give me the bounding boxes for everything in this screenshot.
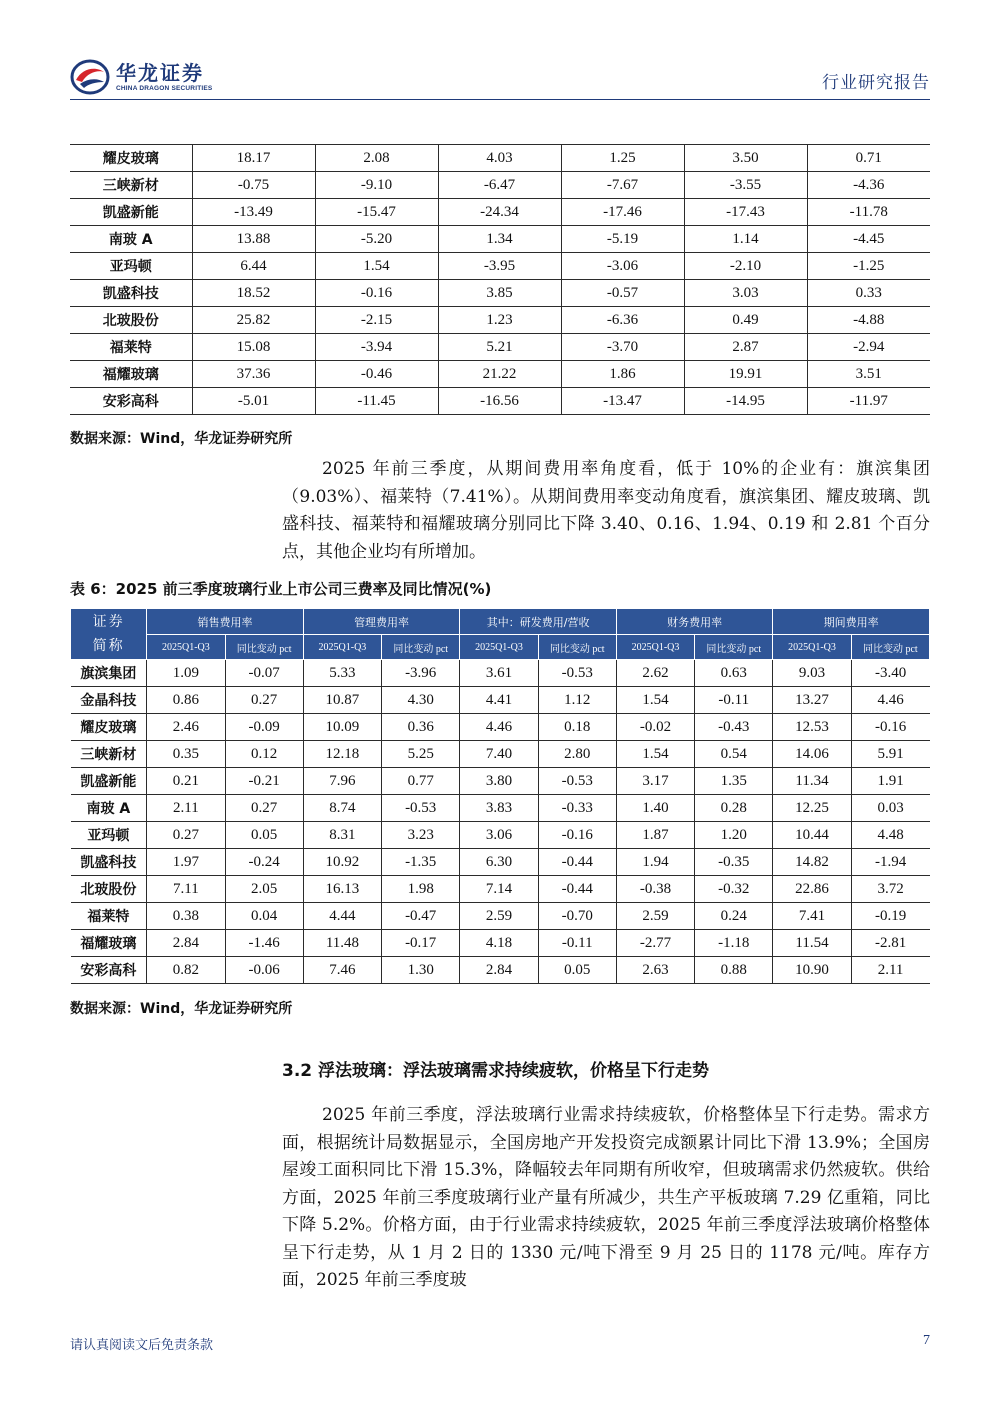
value-cell: 4.48 <box>851 822 929 849</box>
value-cell: 1.86 <box>561 361 684 388</box>
table6 <box>70 608 930 984</box>
value-cell: -1.46 <box>225 930 303 957</box>
value-cell: 2.11 <box>851 957 929 984</box>
value-cell: 14.82 <box>773 849 851 876</box>
value-cell: 0.27 <box>225 687 303 714</box>
value-cell: 5.21 <box>438 334 561 361</box>
value-cell: -16.56 <box>438 388 561 415</box>
table-row <box>70 172 930 199</box>
value-cell: -0.16 <box>315 280 438 307</box>
value-cell: 0.36 <box>382 714 460 741</box>
company-name-cell: 福耀玻璃 <box>70 361 192 388</box>
value-cell: 2.62 <box>616 660 694 687</box>
table-row <box>71 876 930 903</box>
value-cell: 0.27 <box>147 822 225 849</box>
value-cell: 2.08 <box>315 145 438 172</box>
value-cell: 3.23 <box>382 822 460 849</box>
value-cell: -0.33 <box>538 795 616 822</box>
value-cell: -24.34 <box>438 199 561 226</box>
company-name-cell: 南玻 A <box>70 226 192 253</box>
table-row <box>70 145 930 172</box>
table-row <box>71 849 930 876</box>
value-cell: -0.32 <box>695 876 773 903</box>
company-name-en: CHINA DRAGON SECURITIES <box>116 84 213 92</box>
value-cell: -0.46 <box>315 361 438 388</box>
value-cell: 16.13 <box>303 876 381 903</box>
value-cell: 19.91 <box>684 361 807 388</box>
value-cell: 0.03 <box>851 795 929 822</box>
value-cell: 25.82 <box>192 307 315 334</box>
value-cell: -2.77 <box>616 930 694 957</box>
table-row <box>71 687 930 714</box>
value-cell: 6.44 <box>192 253 315 280</box>
value-cell: -13.47 <box>561 388 684 415</box>
value-cell: 1.54 <box>616 741 694 768</box>
value-cell: 12.53 <box>773 714 851 741</box>
value-cell: 10.09 <box>303 714 381 741</box>
value-cell: 7.96 <box>303 768 381 795</box>
value-cell: 18.17 <box>192 145 315 172</box>
value-cell: 0.05 <box>538 957 616 984</box>
value-cell: 1.54 <box>616 687 694 714</box>
company-name-cell: 旗滨集团 <box>71 660 147 687</box>
value-cell: 1.25 <box>561 145 684 172</box>
table-row <box>70 226 930 253</box>
value-cell: 15.08 <box>192 334 315 361</box>
value-cell: 10.92 <box>303 849 381 876</box>
value-cell: 1.23 <box>438 307 561 334</box>
company-name-cell: 北玻股份 <box>71 876 147 903</box>
table-row <box>70 307 930 334</box>
value-cell: 8.74 <box>303 795 381 822</box>
value-cell: 2.59 <box>616 903 694 930</box>
value-cell: -0.57 <box>561 280 684 307</box>
value-cell: 3.83 <box>460 795 538 822</box>
footer-disclaimer: 请认真阅读文后免责条款 <box>70 1338 214 1353</box>
value-cell: -0.16 <box>851 714 929 741</box>
value-cell: 1.54 <box>315 253 438 280</box>
value-cell: 1.09 <box>147 660 225 687</box>
table6-group-header: 销售费用率 <box>147 609 304 635</box>
value-cell: 10.44 <box>773 822 851 849</box>
value-cell: 6.30 <box>460 849 538 876</box>
value-cell: 4.46 <box>851 687 929 714</box>
dragon-logo-icon <box>70 58 110 96</box>
value-cell: 3.03 <box>684 280 807 307</box>
value-cell: 2.84 <box>147 930 225 957</box>
value-cell: -3.06 <box>561 253 684 280</box>
section-heading: 3.2 浮法玻璃：浮法玻璃需求持续疲软，价格呈下行走势 <box>282 1061 710 1081</box>
value-cell: -5.19 <box>561 226 684 253</box>
table6-group-header: 期间费用率 <box>773 609 930 635</box>
company-name-cell: 耀皮玻璃 <box>70 145 192 172</box>
table6-corner-header: 证券 简称 <box>71 609 147 660</box>
value-cell: 0.86 <box>147 687 225 714</box>
value-cell: -0.53 <box>382 795 460 822</box>
value-cell: 1.91 <box>851 768 929 795</box>
value-cell: -0.44 <box>538 876 616 903</box>
value-cell: 3.72 <box>851 876 929 903</box>
value-cell: 0.35 <box>147 741 225 768</box>
value-cell: 0.38 <box>147 903 225 930</box>
value-cell: 5.33 <box>303 660 381 687</box>
table6-sub-header: 同比变动 pct <box>538 635 616 660</box>
value-cell: -0.43 <box>695 714 773 741</box>
value-cell: -3.95 <box>438 253 561 280</box>
value-cell: -0.17 <box>382 930 460 957</box>
value-cell: -0.11 <box>538 930 616 957</box>
company-name-cell: 耀皮玻璃 <box>71 714 147 741</box>
value-cell: 4.18 <box>460 930 538 957</box>
table6-sub-header: 同比变动 pct <box>695 635 773 660</box>
value-cell: -0.53 <box>538 768 616 795</box>
value-cell: -15.47 <box>315 199 438 226</box>
company-name-cell: 凯盛科技 <box>70 280 192 307</box>
value-cell: -5.20 <box>315 226 438 253</box>
value-cell: -3.70 <box>561 334 684 361</box>
value-cell: -7.67 <box>561 172 684 199</box>
table-row <box>71 660 930 687</box>
company-name-cell: 凯盛新能 <box>70 199 192 226</box>
company-name-cell: 南玻 A <box>71 795 147 822</box>
value-cell: 0.24 <box>695 903 773 930</box>
value-cell: -1.94 <box>851 849 929 876</box>
value-cell: 11.34 <box>773 768 851 795</box>
table6-title: 表 6：2025 前三季度玻璃行业上市公司三费率及同比情况(%) <box>70 580 492 598</box>
value-cell: 2.87 <box>684 334 807 361</box>
company-name-cell: 凯盛新能 <box>71 768 147 795</box>
value-cell: 4.03 <box>438 145 561 172</box>
value-cell: 3.61 <box>460 660 538 687</box>
company-name-cell: 福莱特 <box>71 903 147 930</box>
value-cell: 9.03 <box>773 660 851 687</box>
table-row <box>71 822 930 849</box>
value-cell: -0.70 <box>538 903 616 930</box>
table-row <box>70 334 930 361</box>
value-cell: 0.33 <box>807 280 930 307</box>
value-cell: 0.05 <box>225 822 303 849</box>
value-cell: 3.17 <box>616 768 694 795</box>
table-row <box>70 199 930 226</box>
company-name-cell: 亚玛顿 <box>71 822 147 849</box>
value-cell: -2.10 <box>684 253 807 280</box>
value-cell: -0.07 <box>225 660 303 687</box>
value-cell: 0.88 <box>695 957 773 984</box>
value-cell: -0.24 <box>225 849 303 876</box>
value-cell: -2.15 <box>315 307 438 334</box>
value-cell: 0.49 <box>684 307 807 334</box>
value-cell: 12.18 <box>303 741 381 768</box>
value-cell: 1.14 <box>684 226 807 253</box>
value-cell: 37.36 <box>192 361 315 388</box>
value-cell: -0.21 <box>225 768 303 795</box>
value-cell: 7.14 <box>460 876 538 903</box>
table6-sub-header: 同比变动 pct <box>851 635 929 660</box>
value-cell: 2.11 <box>147 795 225 822</box>
value-cell: 5.25 <box>382 741 460 768</box>
value-cell: 0.77 <box>382 768 460 795</box>
value-cell: 0.18 <box>538 714 616 741</box>
value-cell: 2.80 <box>538 741 616 768</box>
value-cell: -0.16 <box>538 822 616 849</box>
company-name-cell: 北玻股份 <box>70 307 192 334</box>
value-cell: -5.01 <box>192 388 315 415</box>
value-cell: -1.25 <box>807 253 930 280</box>
value-cell: 4.30 <box>382 687 460 714</box>
value-cell: 8.31 <box>303 822 381 849</box>
value-cell: 3.50 <box>684 145 807 172</box>
table6-sub-header: 同比变动 pct <box>225 635 303 660</box>
table6-sub-header: 2025Q1-Q3 <box>773 635 851 660</box>
value-cell: 18.52 <box>192 280 315 307</box>
value-cell: 0.71 <box>807 145 930 172</box>
table-continued <box>70 144 930 415</box>
company-name-cn: 华龙证券 <box>116 60 204 85</box>
company-name-cell: 凯盛科技 <box>71 849 147 876</box>
value-cell: 3.85 <box>438 280 561 307</box>
table6-sub-header: 2025Q1-Q3 <box>616 635 694 660</box>
value-cell: 7.41 <box>773 903 851 930</box>
value-cell: 3.51 <box>807 361 930 388</box>
value-cell: -0.11 <box>695 687 773 714</box>
value-cell: -2.94 <box>807 334 930 361</box>
value-cell: 0.54 <box>695 741 773 768</box>
value-cell: 1.97 <box>147 849 225 876</box>
table6-source: 数据来源：Wind，华龙证券研究所 <box>70 1001 293 1017</box>
value-cell: 0.82 <box>147 957 225 984</box>
value-cell: 12.25 <box>773 795 851 822</box>
table6-group-header: 财务费用率 <box>616 609 773 635</box>
company-name-cell: 福莱特 <box>70 334 192 361</box>
value-cell: 0.21 <box>147 768 225 795</box>
value-cell: 2.05 <box>225 876 303 903</box>
value-cell: 3.06 <box>460 822 538 849</box>
value-cell: 1.35 <box>695 768 773 795</box>
value-cell: -6.47 <box>438 172 561 199</box>
value-cell: 2.84 <box>460 957 538 984</box>
value-cell: -4.36 <box>807 172 930 199</box>
table6-sub-header: 2025Q1-Q3 <box>303 635 381 660</box>
value-cell: 0.63 <box>695 660 773 687</box>
company-name-cell: 安彩高科 <box>71 957 147 984</box>
value-cell: -0.44 <box>538 849 616 876</box>
table-row <box>70 280 930 307</box>
table6-sub-header: 2025Q1-Q3 <box>147 635 225 660</box>
company-logo <box>70 58 212 96</box>
page-number: 7 <box>923 1333 930 1348</box>
value-cell: -9.10 <box>315 172 438 199</box>
value-cell: 0.28 <box>695 795 773 822</box>
value-cell: -0.75 <box>192 172 315 199</box>
value-cell: 13.88 <box>192 226 315 253</box>
table6-sub-header: 2025Q1-Q3 <box>460 635 538 660</box>
value-cell: -0.53 <box>538 660 616 687</box>
value-cell: 11.54 <box>773 930 851 957</box>
value-cell: 7.11 <box>147 876 225 903</box>
value-cell: 2.63 <box>616 957 694 984</box>
value-cell: 13.27 <box>773 687 851 714</box>
table6-sub-header: 同比变动 pct <box>382 635 460 660</box>
value-cell: 22.86 <box>773 876 851 903</box>
company-name-cell: 三峡新材 <box>71 741 147 768</box>
table6-group-header: 管理费用率 <box>303 609 460 635</box>
table-row <box>70 361 930 388</box>
company-name-cell: 亚玛顿 <box>70 253 192 280</box>
value-cell: -1.35 <box>382 849 460 876</box>
value-cell: 21.22 <box>438 361 561 388</box>
table-row <box>71 930 930 957</box>
value-cell: 7.40 <box>460 741 538 768</box>
value-cell: 14.06 <box>773 741 851 768</box>
value-cell: -4.45 <box>807 226 930 253</box>
value-cell: 7.46 <box>303 957 381 984</box>
table-row <box>71 795 930 822</box>
report-type: 行业研究报告 <box>822 73 930 93</box>
table-row <box>70 253 930 280</box>
value-cell: 4.41 <box>460 687 538 714</box>
table-continued-source: 数据来源：Wind，华龙证券研究所 <box>70 431 293 447</box>
value-cell: -4.88 <box>807 307 930 334</box>
table-row <box>71 957 930 984</box>
value-cell: -13.49 <box>192 199 315 226</box>
value-cell: -0.02 <box>616 714 694 741</box>
table-row <box>71 714 930 741</box>
page-header <box>70 56 930 100</box>
value-cell: 0.12 <box>225 741 303 768</box>
table-row <box>71 903 930 930</box>
value-cell: -0.06 <box>225 957 303 984</box>
value-cell: -17.43 <box>684 199 807 226</box>
value-cell: 1.30 <box>382 957 460 984</box>
value-cell: -3.55 <box>684 172 807 199</box>
value-cell: 4.46 <box>460 714 538 741</box>
company-name-cell: 安彩高科 <box>70 388 192 415</box>
table-row <box>70 388 930 415</box>
table-row <box>71 768 930 795</box>
value-cell: 2.46 <box>147 714 225 741</box>
table6-group-header: 其中：研发费用/营收 <box>460 609 617 635</box>
table-row <box>71 741 930 768</box>
value-cell: -0.19 <box>851 903 929 930</box>
value-cell: -0.09 <box>225 714 303 741</box>
company-name-cell: 三峡新材 <box>70 172 192 199</box>
value-cell: 1.98 <box>382 876 460 903</box>
value-cell: 1.87 <box>616 822 694 849</box>
value-cell: -3.96 <box>382 660 460 687</box>
value-cell: -3.40 <box>851 660 929 687</box>
value-cell: 1.20 <box>695 822 773 849</box>
value-cell: 2.59 <box>460 903 538 930</box>
value-cell: -11.97 <box>807 388 930 415</box>
value-cell: 1.94 <box>616 849 694 876</box>
value-cell: -11.45 <box>315 388 438 415</box>
value-cell: 11.48 <box>303 930 381 957</box>
value-cell: -11.78 <box>807 199 930 226</box>
company-name-cell: 福耀玻璃 <box>71 930 147 957</box>
value-cell: 0.27 <box>225 795 303 822</box>
value-cell: -0.38 <box>616 876 694 903</box>
paragraph-expense-ratio: 2025 年前三季度，从期间费用率角度看，低于 10%的企业有：旗滨集团（9.03%）、福莱特（7.41%）。从期间费用率变动角度看，旗滨集团、耀皮玻璃、凯盛科技、福莱特和福耀玻璃分别同比下降 3.40、0.16、1.94、0.19 和 2.81 个百分点，其他企业均有所增加。 <box>282 459 930 562</box>
value-cell: 1.40 <box>616 795 694 822</box>
value-cell: -17.46 <box>561 199 684 226</box>
value-cell: -1.18 <box>695 930 773 957</box>
value-cell: -2.81 <box>851 930 929 957</box>
value-cell: -6.36 <box>561 307 684 334</box>
value-cell: 0.04 <box>225 903 303 930</box>
value-cell: 10.90 <box>773 957 851 984</box>
value-cell: -3.94 <box>315 334 438 361</box>
value-cell: 10.87 <box>303 687 381 714</box>
paragraph-float-glass: 2025 年前三季度，浮法玻璃行业需求持续疲软，价格整体呈下行走势。需求方面，根据统计局数据显示，全国房地产开发投资完成额累计同比下滑 13.9%；全国房屋竣工面积同比下滑 15.3%，降幅较去年同期有所收窄，但玻璃需求仍然疲软。供给方面，2025 年前三季度玻璃行业产量有所减少，共生产平板玻璃 7.29 亿重箱，同比下降 5.2%。价格方面，由于行业需求持续疲软，2025 年前三季度浮法玻璃价格整体呈下行走势，从 1 月 2 日的 1330 元/吨下滑至 9 月 25 日的 1178 元/吨。库存方面，2025 年前三季度玻 <box>282 1105 930 1290</box>
value-cell: -0.47 <box>382 903 460 930</box>
value-cell: 1.34 <box>438 226 561 253</box>
value-cell: -0.35 <box>695 849 773 876</box>
value-cell: -14.95 <box>684 388 807 415</box>
value-cell: 3.80 <box>460 768 538 795</box>
company-name-cell: 金晶科技 <box>71 687 147 714</box>
value-cell: 5.91 <box>851 741 929 768</box>
value-cell: 4.44 <box>303 903 381 930</box>
value-cell: 1.12 <box>538 687 616 714</box>
